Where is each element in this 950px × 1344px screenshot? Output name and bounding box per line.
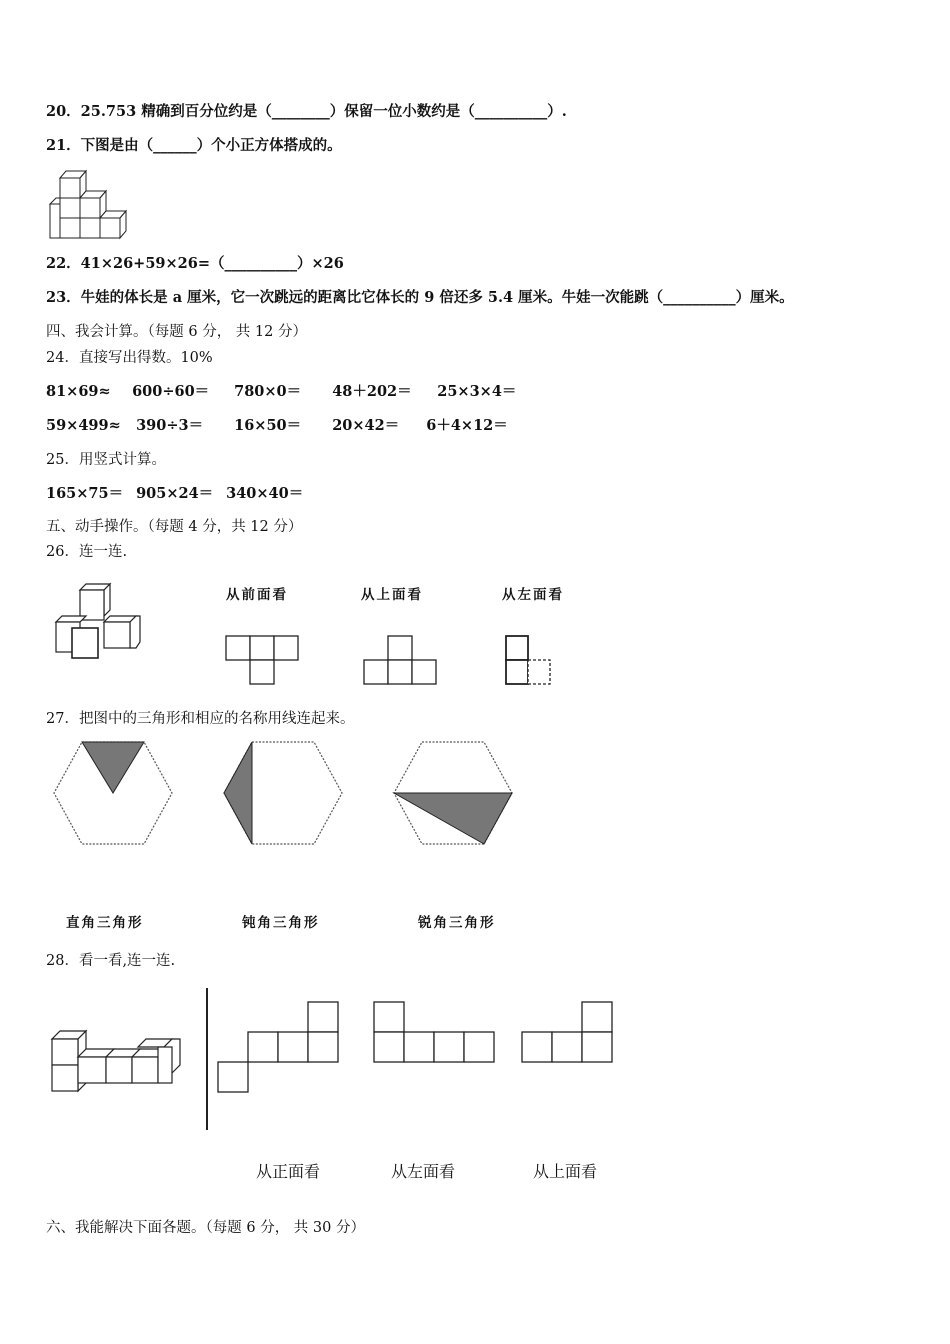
q25-item: 905×24＝ <box>136 485 214 502</box>
q27-hexagon-2 <box>220 738 346 848</box>
question-23: 23．牛娃的体长是 a 厘米，它一次跳远的距离比它体长的 9 倍还多 5.4 厘米。牛娃一次能跳（__________）厘米。 <box>46 289 794 306</box>
section-4-heading: 四、我会计算。（每题 6 分， 共 12 分） <box>46 324 307 340</box>
section-5-heading: 五、动手操作。（每题 4 分，共 12 分） <box>46 519 303 535</box>
section-6-heading: 六、我能解决下面各题。（每题 6 分， 共 30 分） <box>46 1220 365 1236</box>
q24-item: 48＋202＝ <box>332 383 412 400</box>
q27-hexagon-3 <box>390 738 516 848</box>
question-26: 26．连一连. <box>46 544 128 560</box>
q28-label-left: 从左面看 <box>391 1162 456 1181</box>
question-22: 22．41×26+59×26=（__________）×26 <box>46 255 344 272</box>
q26-label-top: 从上面看 <box>361 587 423 603</box>
question-20: 20．25.753 精确到百分位约是（________）保留一位小数约是（__________）. <box>46 103 567 120</box>
q27-label-obtuse-triangle: 钝角三角形 <box>242 915 320 931</box>
q28-view-2 <box>370 998 498 1066</box>
q28-divider <box>206 988 208 1130</box>
q24-item: 59×499≈ <box>46 417 121 434</box>
question-24: 24．直接写出得数。10% <box>46 350 213 366</box>
q27-hexagon-1 <box>50 738 176 848</box>
q27-label-right-triangle: 直角三角形 <box>66 915 144 931</box>
q24-item: 6＋4×12＝ <box>426 417 508 434</box>
question-28: 28．看一看,连一连. <box>46 953 176 969</box>
q26-view-left <box>502 632 558 688</box>
q28-view-3 <box>518 998 616 1066</box>
q24-row-1 <box>46 382 516 402</box>
q24-item: 25×3×4＝ <box>437 383 517 400</box>
q27-label-acute-triangle: 锐角三角形 <box>418 915 496 931</box>
q26-solid-figure <box>50 580 150 662</box>
q24-item: 600÷60＝ <box>132 383 210 400</box>
q28-solid-figure <box>48 1025 188 1097</box>
q28-label-top: 从上面看 <box>533 1162 598 1181</box>
q25-row <box>46 484 303 504</box>
q26-view-top <box>360 632 442 688</box>
q26-label-left: 从左面看 <box>502 587 564 603</box>
q28-label-front: 从正面看 <box>256 1162 321 1181</box>
question-25: 25．用竖式计算。 <box>46 452 166 468</box>
q24-item: 20×42＝ <box>332 417 400 434</box>
question-21: 21．下图是由（______）个小正方体搭成的。 <box>46 137 342 154</box>
q25-item: 340×40＝ <box>226 485 304 502</box>
q24-item: 81×69≈ <box>46 383 111 400</box>
q25-item: 165×75＝ <box>46 485 124 502</box>
q26-label-front: 从前面看 <box>226 587 288 603</box>
q24-item: 16×50＝ <box>234 417 302 434</box>
q24-row-2 <box>46 416 508 436</box>
q28-view-1 <box>216 998 342 1096</box>
q26-view-front <box>222 632 302 688</box>
q24-item: 780×0＝ <box>234 383 302 400</box>
q21-cube-stack-figure <box>46 168 136 240</box>
q24-item: 390÷3＝ <box>136 417 204 434</box>
question-27: 27．把图中的三角形和相应的名称用线连起来。 <box>46 711 355 727</box>
